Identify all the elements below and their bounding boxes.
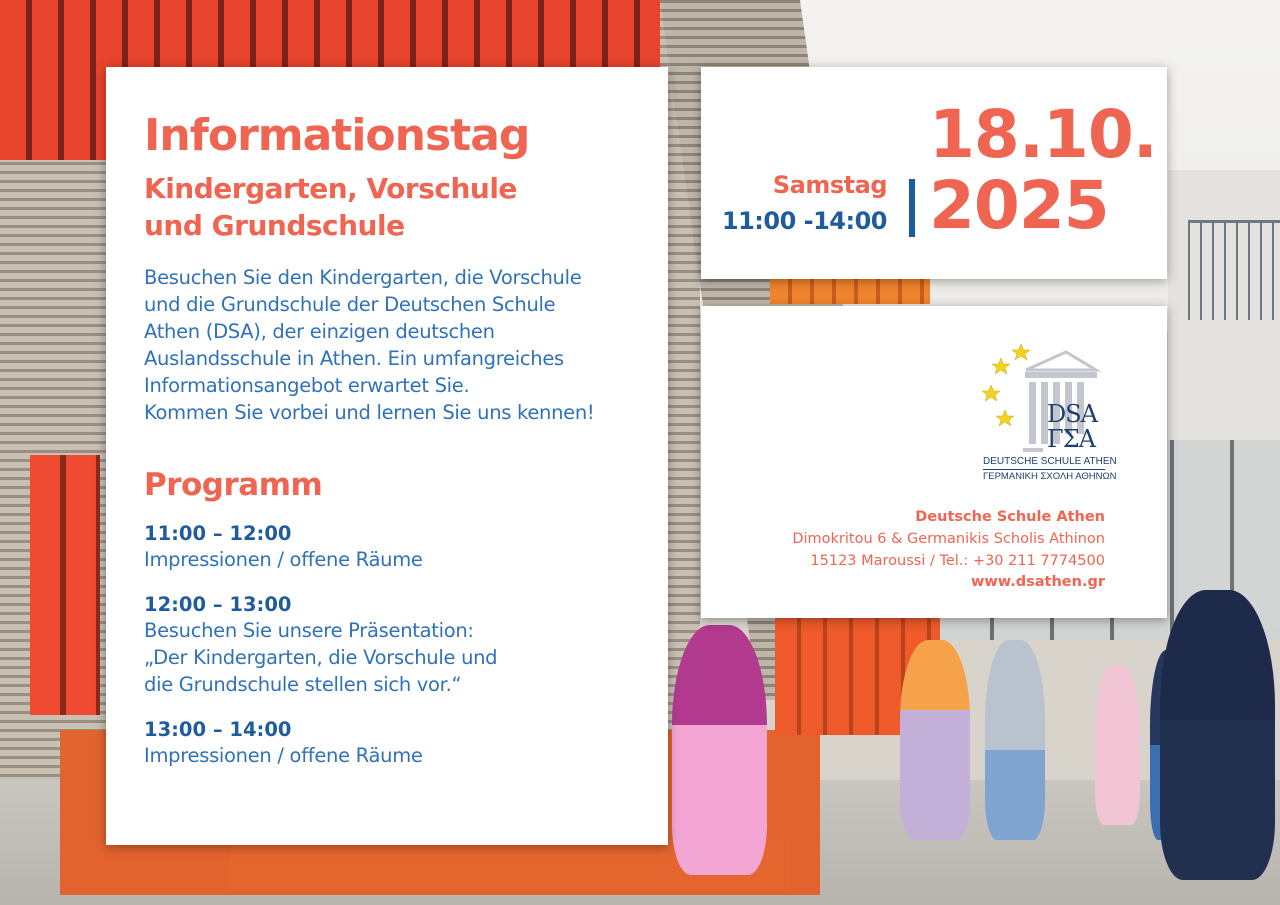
child-figure [985, 640, 1045, 840]
event-hours: 11:00 -14:00 [721, 207, 887, 235]
logo-divider [983, 469, 1105, 470]
logo-wordmark [1047, 402, 1097, 452]
event-date-day-month: 18.10. [929, 96, 1157, 173]
subtitle [144, 170, 630, 246]
orange-strip [770, 278, 930, 304]
address-line: 15123 Maroussi / Tel.: +30 211 7774500 [810, 552, 1105, 569]
intro-line: Kommen Sie vorbei und lernen Sie uns kennen! [144, 400, 595, 424]
date-card [701, 67, 1167, 279]
program-time: 12:00 – 13:00 [144, 592, 292, 616]
red-louvers-lower [30, 455, 100, 715]
event-date [929, 96, 1157, 245]
star-icon [1012, 344, 1030, 360]
contact-card [701, 306, 1167, 618]
program-text: Impressionen / offene Räume [144, 744, 423, 768]
address-line: Dimokritou 6 & Germanikis Scholis Athinon [792, 530, 1105, 547]
program-list [144, 521, 630, 770]
program-item [144, 717, 630, 770]
child-figure [900, 640, 970, 840]
info-card [106, 67, 668, 845]
star-icon [982, 385, 1000, 401]
program-text: Besuchen Sie unsere Präsentation: [144, 619, 474, 643]
logo-text-latin: DSA [1047, 400, 1098, 428]
child-figure [1095, 665, 1140, 825]
event-day: Samstag [772, 171, 887, 199]
child-figure [1160, 590, 1275, 880]
intro-line: Informationsangebot erwartet Sie. [144, 373, 470, 397]
program-time: 11:00 – 12:00 [144, 521, 292, 545]
child-figure [672, 625, 767, 875]
balcony-railing [1188, 220, 1280, 320]
event-date-year: 2025 [929, 167, 1109, 245]
star-icon [996, 410, 1014, 426]
program-text: Impressionen / offene Räume [144, 547, 423, 571]
date-separator [909, 179, 915, 237]
intro-line: Besuchen Sie den Kindergarten, die Vorschule [144, 266, 582, 290]
logo-text-greek: ΓΣΑ [1047, 425, 1095, 454]
logo-caption-gr: ΓΕΡΜΑΝΙΚΗ ΣΧΟΛΗ ΑΘΗΝΩΝ [983, 471, 1117, 482]
contact-address [792, 507, 1105, 594]
website-link[interactable]: www.dsathen.gr [970, 574, 1105, 591]
intro-line: Auslandsschule in Athen. Ein umfangreiches [144, 346, 564, 370]
intro-text [144, 265, 630, 426]
school-name: Deutsche Schule Athen [915, 509, 1105, 525]
star-icon [992, 358, 1010, 374]
logo-caption-de: DEUTSCHE SCHULE ATHEN [983, 456, 1117, 467]
subtitle-line: und Grundschule [144, 209, 405, 243]
intro-line: Athen (DSA), der einzigen deutschen [144, 320, 495, 343]
program-item [144, 592, 630, 699]
program-text: die Grundschule stellen sich vor.“ [144, 672, 462, 696]
program-title: Programm [144, 466, 323, 503]
intro-line: und die Grundschule der Deutschen Schule [144, 293, 556, 317]
program-item [144, 521, 630, 574]
page-title: Informationstag [144, 110, 530, 161]
subtitle-line: Kindergarten, Vorschule [144, 171, 517, 205]
program-time: 13:00 – 14:00 [144, 717, 292, 741]
program-text: „Der Kindergarten, die Vorschule und [144, 646, 498, 670]
